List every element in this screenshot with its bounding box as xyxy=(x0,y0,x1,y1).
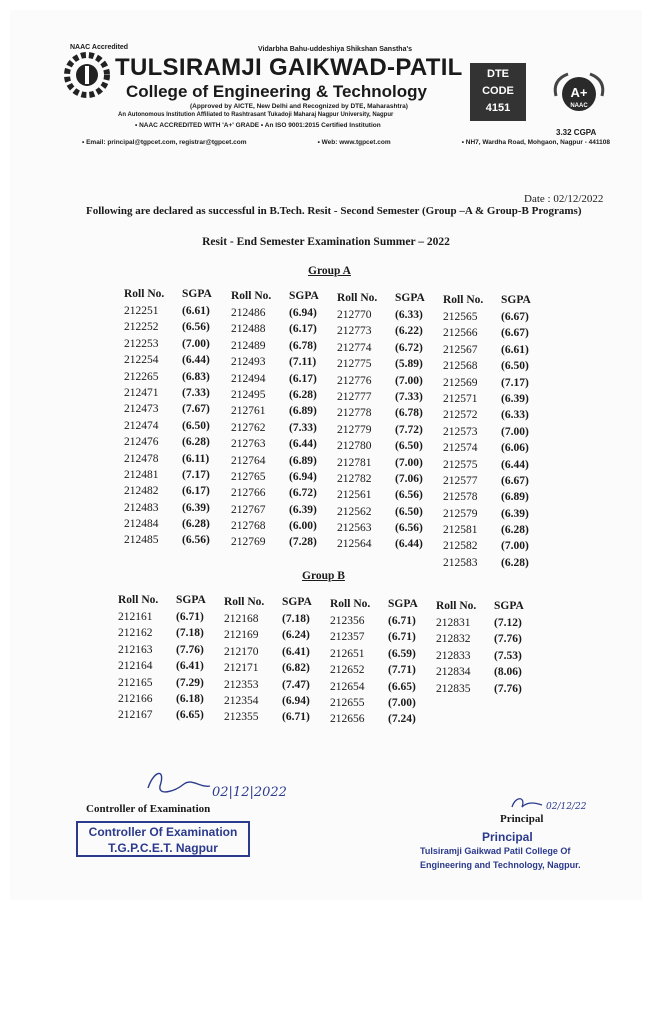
roll-number: 212582 xyxy=(443,540,478,553)
sgpa-value: (6.39) xyxy=(501,507,529,520)
roll-number: 212562 xyxy=(337,505,372,518)
roll-number: 212171 xyxy=(224,662,259,675)
roll-number: 212834 xyxy=(436,666,471,679)
roll-number: 212488 xyxy=(231,323,266,336)
sgpa-value: (6.17) xyxy=(182,485,210,498)
sgpa-value: (6.17) xyxy=(289,323,317,336)
sgpa-value: (6.56) xyxy=(182,534,210,547)
roll-number: 212356 xyxy=(330,615,365,627)
roll-number: 212655 xyxy=(330,696,365,709)
sgpa-header: SGPA xyxy=(388,598,418,610)
sgpa-value: (6.56) xyxy=(182,321,210,334)
roll-number: 212474 xyxy=(124,419,159,432)
roll-number: 212566 xyxy=(443,327,478,340)
roll-number: 212483 xyxy=(124,501,159,514)
roll-number: 212763 xyxy=(231,438,266,451)
controller-stamp-line-2: T.G.P.C.E.T. Nagpur xyxy=(108,841,218,855)
sgpa-value: (6.67) xyxy=(501,311,529,323)
controller-stamp xyxy=(76,821,250,857)
sgpa-value: (7.00) xyxy=(388,696,416,709)
dte-code-badge xyxy=(470,63,526,121)
sgpa-value: (7.00) xyxy=(182,337,210,350)
principal-stamp-title: Principal xyxy=(482,830,533,844)
contact-line xyxy=(82,139,610,146)
sgpa-value: (6.39) xyxy=(289,503,317,516)
address-text: • NH7, Wardha Road, Mohgaon, Nagpur - 441108 xyxy=(461,139,610,146)
college-name: TULSIRAMJI GAIKWAD-PATIL xyxy=(115,54,463,81)
roll-number: 212573 xyxy=(443,425,478,438)
group-b-column-3 xyxy=(330,598,432,730)
roll-number: 212493 xyxy=(231,356,266,369)
sgpa-value: (7.33) xyxy=(395,390,423,403)
sgpa-value: (6.18) xyxy=(176,692,204,705)
roll-number: 212583 xyxy=(443,556,478,569)
roll-number: 212167 xyxy=(118,709,153,722)
naac-accredited-text: NAAC Accredited xyxy=(70,44,129,51)
sgpa-value: (7.76) xyxy=(494,633,522,646)
sgpa-value: (6.72) xyxy=(289,487,317,500)
roll-number: 212265 xyxy=(124,370,159,383)
roll-number: 212253 xyxy=(124,337,159,350)
sgpa-value: (6.44) xyxy=(289,438,317,451)
sgpa-value: (7.17) xyxy=(501,376,529,389)
roll-number: 212579 xyxy=(443,507,478,520)
sgpa-value: (6.11) xyxy=(182,452,210,465)
sgpa-value: (6.44) xyxy=(501,458,529,471)
roll-number: 212481 xyxy=(124,468,159,481)
sgpa-value: (5.89) xyxy=(395,358,423,371)
roll-number: 212835 xyxy=(436,682,471,695)
sgpa-value: (6.33) xyxy=(395,309,423,321)
sgpa-value: (6.28) xyxy=(289,388,317,401)
roll-number: 212471 xyxy=(124,386,159,399)
roll-no-header: Roll No. xyxy=(443,294,484,306)
roll-number: 212478 xyxy=(124,452,159,465)
group-b-column-4 xyxy=(436,600,538,699)
group-a-column-4 xyxy=(443,294,545,573)
roll-no-header: Roll No. xyxy=(231,290,272,302)
sgpa-value: (6.59) xyxy=(388,647,416,660)
roll-number: 212357 xyxy=(330,631,365,644)
roll-number: 212252 xyxy=(124,321,159,334)
sgpa-value: (6.72) xyxy=(395,341,423,354)
group-a-column-3 xyxy=(337,292,439,555)
principal-signature-date: 02/12/22 xyxy=(546,802,587,812)
sgpa-value: (7.47) xyxy=(282,678,310,691)
sgpa-value: (6.56) xyxy=(395,522,423,535)
sgpa-value: (6.94) xyxy=(282,694,310,707)
sgpa-value: (6.44) xyxy=(182,354,210,367)
principal-stamp-line-2: Engineering and Technology, Nagpur. xyxy=(420,860,581,870)
sgpa-value: (6.67) xyxy=(501,327,529,340)
group-b-title: Group B xyxy=(302,570,345,582)
roll-number: 212581 xyxy=(443,524,478,537)
sanstha-name: Vidarbha Bahu-uddeshiya Shikshan Sanstha's xyxy=(258,46,413,53)
roll-number: 212782 xyxy=(337,472,372,485)
roll-number: 212577 xyxy=(443,474,478,487)
roll-no-header: Roll No. xyxy=(118,594,159,606)
sgpa-value: (6.78) xyxy=(395,407,423,420)
exam-title: Resit - End Semester Examination Summer – 2022 xyxy=(202,236,450,248)
sgpa-value: (6.50) xyxy=(395,440,423,453)
group-a-title: Group A xyxy=(308,265,351,277)
sgpa-header: SGPA xyxy=(289,290,319,302)
naac-grade-text: A+ xyxy=(570,85,588,100)
sgpa-value: (6.89) xyxy=(289,405,317,418)
roll-number: 212495 xyxy=(231,388,266,401)
roll-number: 212656 xyxy=(330,713,365,726)
roll-no-header: Roll No. xyxy=(124,288,165,300)
roll-number: 212561 xyxy=(337,489,372,502)
roll-number: 212168 xyxy=(224,613,259,625)
sgpa-value: (6.71) xyxy=(388,615,416,627)
group-a-column-1 xyxy=(124,288,226,551)
code-label: CODE xyxy=(482,85,514,97)
roll-number: 212563 xyxy=(337,522,372,535)
sgpa-value: (6.39) xyxy=(182,501,210,514)
roll-number: 212164 xyxy=(118,660,153,673)
roll-number: 212476 xyxy=(124,436,159,449)
notice-description: Following are declared as successful in B.Tech. Resit - Second Semester (Group –A & Group-B Programs) xyxy=(86,205,582,217)
roll-number: 212766 xyxy=(231,487,266,500)
roll-number: 212831 xyxy=(436,617,471,629)
sgpa-value: (6.44) xyxy=(395,538,423,551)
roll-number: 212774 xyxy=(337,341,372,354)
roll-number: 212564 xyxy=(337,538,372,551)
cgpa-text: 3.32 CGPA xyxy=(556,128,597,137)
sgpa-value: (7.11) xyxy=(289,356,317,369)
sgpa-value: (6.89) xyxy=(501,491,529,504)
roll-number: 212773 xyxy=(337,325,372,338)
sgpa-value: (6.67) xyxy=(501,474,529,487)
sgpa-value: (7.17) xyxy=(182,468,210,481)
sgpa-value: (7.72) xyxy=(395,423,423,436)
sgpa-header: SGPA xyxy=(176,594,206,606)
roll-number: 212832 xyxy=(436,633,471,646)
roll-number: 212768 xyxy=(231,520,266,533)
sgpa-value: (6.24) xyxy=(282,629,310,642)
sgpa-value: (7.12) xyxy=(494,617,522,629)
naac-badge-label: NAAC xyxy=(570,103,588,109)
roll-number: 212170 xyxy=(224,645,259,658)
roll-number: 212484 xyxy=(124,518,159,531)
web-text: • Web: www.tgpcet.com xyxy=(317,139,391,146)
sgpa-value: (6.33) xyxy=(501,409,529,422)
roll-number: 212353 xyxy=(224,678,259,691)
roll-number: 212169 xyxy=(224,629,259,642)
group-a-column-2 xyxy=(231,290,333,553)
roll-number: 212764 xyxy=(231,454,266,467)
principal-label: Principal xyxy=(500,813,544,825)
roll-number: 212572 xyxy=(443,409,478,422)
dte-code-number: 4151 xyxy=(485,102,511,114)
sgpa-value: (6.83) xyxy=(182,370,210,383)
sgpa-value: (6.61) xyxy=(501,343,529,356)
group-b-column-2 xyxy=(224,596,326,728)
roll-number: 212780 xyxy=(337,440,372,453)
sgpa-value: (6.71) xyxy=(176,611,204,623)
naac-grade-badge-icon xyxy=(548,70,610,122)
roll-number: 212574 xyxy=(443,442,478,455)
roll-number: 212833 xyxy=(436,649,471,662)
roll-number: 212761 xyxy=(231,405,266,418)
roll-number: 212775 xyxy=(337,358,372,371)
sgpa-value: (6.50) xyxy=(395,505,423,518)
roll-number: 212778 xyxy=(337,407,372,420)
dte-label: DTE xyxy=(487,68,509,80)
roll-number: 212494 xyxy=(231,372,266,385)
sgpa-value: (7.00) xyxy=(501,425,529,438)
sgpa-value: (7.53) xyxy=(494,649,522,662)
roll-number: 212165 xyxy=(118,676,153,689)
roll-number: 212776 xyxy=(337,374,372,387)
college-subtitle: College of Engineering & Technology xyxy=(126,82,427,101)
sgpa-value: (7.18) xyxy=(176,627,204,640)
roll-number: 212569 xyxy=(443,376,478,389)
sgpa-value: (6.94) xyxy=(289,307,317,319)
roll-no-header: Roll No. xyxy=(337,292,378,304)
sgpa-value: (7.00) xyxy=(395,374,423,387)
roll-number: 212251 xyxy=(124,305,159,317)
sgpa-value: (6.28) xyxy=(182,518,210,531)
roll-number: 212777 xyxy=(337,390,372,403)
sgpa-value: (6.22) xyxy=(395,325,423,338)
roll-number: 212779 xyxy=(337,423,372,436)
roll-number: 212567 xyxy=(443,343,478,356)
approval-text: (Approved by AICTE, New Delhi and Recognized by DTE, Maharashtra) xyxy=(190,103,408,110)
sgpa-value: (6.41) xyxy=(176,660,204,673)
sgpa-value: (7.06) xyxy=(395,472,423,485)
sgpa-value: (6.82) xyxy=(282,662,310,675)
roll-number: 212163 xyxy=(118,643,153,656)
roll-number: 212486 xyxy=(231,307,266,319)
roll-no-header: Roll No. xyxy=(436,600,477,612)
roll-number: 212355 xyxy=(224,711,259,724)
sgpa-value: (6.17) xyxy=(289,372,317,385)
sgpa-header: SGPA xyxy=(501,294,531,306)
sgpa-value: (6.39) xyxy=(501,392,529,405)
sgpa-value: (6.50) xyxy=(182,419,210,432)
sgpa-value: (7.71) xyxy=(388,664,416,677)
roll-number: 212485 xyxy=(124,534,159,547)
sgpa-header: SGPA xyxy=(182,288,212,300)
roll-no-header: Roll No. xyxy=(224,596,265,608)
sgpa-value: (6.28) xyxy=(501,524,529,537)
college-logo-icon xyxy=(64,52,110,98)
principal-stamp-line-1: Tulsiramji Gaikwad Patil College Of xyxy=(420,846,571,856)
sgpa-value: (7.33) xyxy=(289,421,317,434)
sgpa-value: (6.65) xyxy=(176,709,204,722)
sgpa-value: (6.06) xyxy=(501,442,529,455)
notice-date: Date : 02/12/2022 xyxy=(524,193,604,205)
sgpa-value: (6.89) xyxy=(289,454,317,467)
roll-number: 212489 xyxy=(231,339,266,352)
principal-signature xyxy=(508,791,598,815)
roll-number: 212651 xyxy=(330,647,365,660)
group-b-column-1 xyxy=(118,594,220,726)
controller-label: Controller of Examination xyxy=(86,803,211,815)
roll-number: 212166 xyxy=(118,692,153,705)
sgpa-value: (6.61) xyxy=(182,305,210,317)
sgpa-value: (7.33) xyxy=(182,386,210,399)
sgpa-value: (6.50) xyxy=(501,360,529,373)
controller-stamp-line-1: Controller Of Examination xyxy=(88,825,238,839)
roll-number: 212769 xyxy=(231,536,266,549)
sgpa-value: (8.06) xyxy=(494,666,522,679)
sgpa-header: SGPA xyxy=(282,596,312,608)
sgpa-value: (6.78) xyxy=(289,339,317,352)
sgpa-value: (7.29) xyxy=(176,676,204,689)
roll-number: 212770 xyxy=(337,309,372,321)
sgpa-value: (7.76) xyxy=(494,682,522,695)
controller-signature-date: 02|12|2022 xyxy=(212,785,287,800)
sgpa-value: (7.76) xyxy=(176,643,204,656)
roll-number: 212765 xyxy=(231,470,266,483)
roll-number: 212254 xyxy=(124,354,159,367)
roll-number: 212473 xyxy=(124,403,159,416)
sgpa-value: (6.71) xyxy=(282,711,310,724)
roll-number: 212578 xyxy=(443,491,478,504)
sgpa-value: (6.41) xyxy=(282,645,310,658)
sgpa-value: (7.00) xyxy=(395,456,423,469)
sgpa-value: (7.00) xyxy=(501,540,529,553)
controller-signature xyxy=(140,766,300,804)
autonomous-text: An Autonomous Institution Affiliated to Rashtrasant Tukadoji Maharaj Nagpur University, Nagpur xyxy=(118,112,394,118)
roll-number: 212354 xyxy=(224,694,259,707)
sgpa-value: (7.28) xyxy=(289,536,317,549)
roll-number: 212162 xyxy=(118,627,153,640)
roll-number: 212571 xyxy=(443,392,478,405)
sgpa-value: (7.67) xyxy=(182,403,210,416)
sgpa-header: SGPA xyxy=(395,292,425,304)
roll-number: 212482 xyxy=(124,485,159,498)
roll-number: 212767 xyxy=(231,503,266,516)
roll-number: 212652 xyxy=(330,664,365,677)
sgpa-value: (6.00) xyxy=(289,520,317,533)
roll-number: 212654 xyxy=(330,680,365,693)
sgpa-value: (6.71) xyxy=(388,631,416,644)
roll-number: 212568 xyxy=(443,360,478,373)
sgpa-value: (7.18) xyxy=(282,613,310,625)
sgpa-value: (6.65) xyxy=(388,680,416,693)
roll-number: 212762 xyxy=(231,421,266,434)
email-text: • Email: principal@tgpcet.com, registrar@tgpcet.com xyxy=(82,139,247,146)
sgpa-value: (6.28) xyxy=(501,556,529,569)
sgpa-value: (6.28) xyxy=(182,436,210,449)
sgpa-value: (6.94) xyxy=(289,470,317,483)
roll-number: 212565 xyxy=(443,311,478,323)
sgpa-value: (7.24) xyxy=(388,713,416,726)
roll-number: 212781 xyxy=(337,456,372,469)
sgpa-header: SGPA xyxy=(494,600,524,612)
accreditation-text: • NAAC ACCREDITED WITH 'A+' GRADE • An ISO 9001:2015 Certified Institution xyxy=(135,122,381,129)
roll-number: 212161 xyxy=(118,611,153,623)
sgpa-value: (6.56) xyxy=(395,489,423,502)
roll-no-header: Roll No. xyxy=(330,598,371,610)
roll-number: 212575 xyxy=(443,458,478,471)
